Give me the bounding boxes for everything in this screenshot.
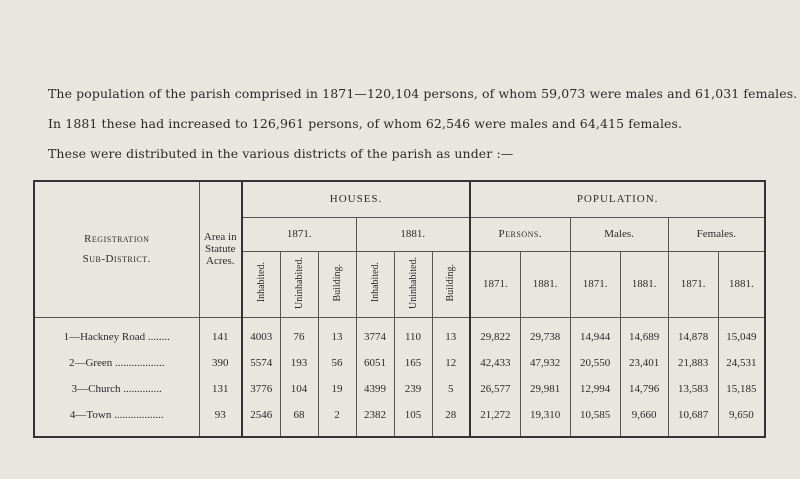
cell: 2546	[242, 402, 280, 428]
cell: 19	[318, 376, 356, 402]
cell: 12,994	[570, 376, 620, 402]
cell: 47,932	[520, 350, 570, 376]
cell: 10,585	[570, 402, 620, 428]
cell: 14,944	[570, 317, 620, 350]
table-row	[34, 317, 765, 350]
females-header: Females.	[668, 217, 765, 251]
district-cell: 1—Hackney Road ........	[34, 317, 199, 350]
area-cell: 93	[199, 402, 242, 428]
area-cell: 131	[199, 376, 242, 402]
cell: 68	[280, 402, 318, 428]
col-males-1871: 1871.	[570, 251, 620, 317]
district-header	[34, 181, 199, 317]
cell: 2	[318, 402, 356, 428]
cell: 13	[432, 317, 470, 350]
cell: 104	[280, 376, 318, 402]
col-1871-building: Building.	[318, 251, 356, 317]
intro-paragraph-2: In 1881 these had increased to 126,961 persons, of whom 62,546 were males and 64,415 females.	[48, 116, 683, 131]
cell: 13,583	[668, 376, 718, 402]
cell: 5	[432, 376, 470, 402]
census-table-body	[34, 317, 765, 437]
col-females-1881: 1881.	[718, 251, 765, 317]
cell: 14,689	[620, 317, 668, 350]
col-1881-inhabited: Inhabited.	[356, 251, 394, 317]
cell: 21,272	[470, 402, 520, 428]
col-1881-building: Building.	[432, 251, 470, 317]
cell: 9,650	[718, 402, 765, 428]
cell: 76	[280, 317, 318, 350]
cell: 28	[432, 402, 470, 428]
cell: 239	[394, 376, 432, 402]
cell: 14,878	[668, 317, 718, 350]
males-header: Males.	[570, 217, 668, 251]
cell: 20,550	[570, 350, 620, 376]
cell: 29,738	[520, 317, 570, 350]
table-spacer-row	[34, 428, 765, 438]
area-header-line1: Area in	[203, 231, 237, 244]
col-1871-uninhabited: Uninhabited.	[280, 251, 318, 317]
cell: 23,401	[620, 350, 668, 376]
population-header: POPULATION.	[470, 181, 765, 217]
district-header-line2: Sub-District.	[82, 253, 151, 266]
cell: 24,531	[718, 350, 765, 376]
cell: 105	[394, 402, 432, 428]
cell: 4399	[356, 376, 394, 402]
intro-paragraph-3: These were distributed in the various districts of the parish as under :—	[48, 146, 514, 161]
cell: 2382	[356, 402, 394, 428]
cell: 15,049	[718, 317, 765, 350]
cell: 26,577	[470, 376, 520, 402]
table-row	[34, 350, 765, 376]
cell: 9,660	[620, 402, 668, 428]
col-1881-uninhabited: Uninhabited.	[394, 251, 432, 317]
cell: 110	[394, 317, 432, 350]
col-females-1871: 1871.	[668, 251, 718, 317]
cell: 6051	[356, 350, 394, 376]
houses-header: HOUSES.	[242, 181, 470, 217]
houses-1871-header: 1871.	[242, 217, 356, 251]
table-row	[34, 402, 765, 428]
area-header	[199, 181, 242, 317]
cell: 42,433	[470, 350, 520, 376]
cell: 15,185	[718, 376, 765, 402]
cell: 5574	[242, 350, 280, 376]
district-header-line1: Registration	[84, 233, 150, 246]
col-1871-inhabited: Inhabited.	[242, 251, 280, 317]
cell: 3776	[242, 376, 280, 402]
area-cell: 390	[199, 350, 242, 376]
houses-1881-header: 1881.	[356, 217, 470, 251]
census-table	[33, 180, 766, 438]
table-row	[34, 376, 765, 402]
area-header-line2: Statute	[204, 243, 236, 256]
district-cell: 4—Town ..................	[34, 402, 199, 428]
col-persons-1871: 1871.	[470, 251, 520, 317]
cell: 56	[318, 350, 356, 376]
cell: 14,796	[620, 376, 668, 402]
col-males-1881: 1881.	[620, 251, 668, 317]
cell: 29,981	[520, 376, 570, 402]
cell: 3774	[356, 317, 394, 350]
district-cell: 2—Green ..................	[34, 350, 199, 376]
cell: 13	[318, 317, 356, 350]
area-cell: 141	[199, 317, 242, 350]
cell: 193	[280, 350, 318, 376]
cell: 10,687	[668, 402, 718, 428]
cell: 12	[432, 350, 470, 376]
persons-header: Persons.	[470, 217, 570, 251]
col-persons-1881: 1881.	[520, 251, 570, 317]
cell: 29,822	[470, 317, 520, 350]
cell: 165	[394, 350, 432, 376]
cell: 19,310	[520, 402, 570, 428]
cell: 4003	[242, 317, 280, 350]
cell: 21,883	[668, 350, 718, 376]
intro-paragraph-1: The population of the parish comprised in 1871—120,104 persons, of whom 59,073 were males and 61,031 females.	[48, 86, 798, 101]
district-cell: 3—Church ..............	[34, 376, 199, 402]
area-header-line3: Acres.	[206, 255, 235, 268]
